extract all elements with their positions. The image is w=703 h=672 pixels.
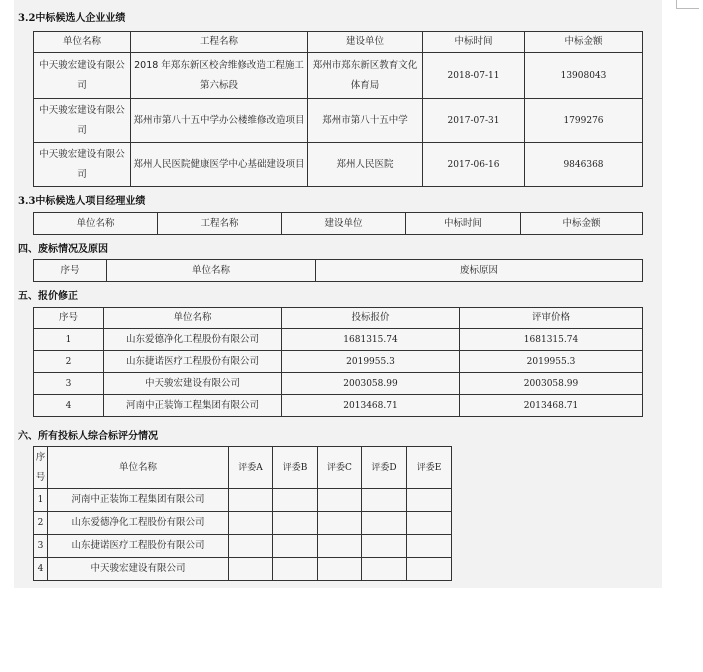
header-cell: 评委A	[229, 447, 273, 489]
score-cell	[407, 489, 452, 512]
review-price-cell: 1681315.74	[460, 329, 643, 351]
header-cell: 评委C	[318, 447, 362, 489]
amount-cell: 9846368	[525, 143, 643, 187]
table-row	[34, 143, 643, 187]
table-row	[34, 395, 643, 417]
score-cell	[362, 512, 407, 535]
header-cell: 序号	[34, 260, 107, 282]
index-cell: 2	[34, 512, 48, 535]
page-corner-mark	[676, 0, 699, 9]
score-cell	[407, 535, 452, 558]
table-header-row	[34, 447, 452, 489]
score-cell	[318, 535, 362, 558]
score-cell	[362, 489, 407, 512]
score-cell	[273, 535, 318, 558]
table-header-row	[34, 32, 643, 53]
index-cell: 1	[34, 489, 48, 512]
section-6-title: 六、所有投标人综合标评分情况	[18, 431, 158, 442]
company-cell: 山东爱德净化工程股份有限公司	[104, 329, 282, 351]
company-cell: 河南中正装饰工程集团有限公司	[48, 489, 229, 512]
manager-performance-table	[33, 212, 643, 235]
score-cell	[229, 558, 273, 581]
header-cell: 单位名称	[107, 260, 316, 282]
header-cell: 中标时间	[423, 32, 525, 53]
section-3-2-title: 3.2中标候选人企业业绩	[18, 13, 126, 24]
table-row	[34, 329, 643, 351]
index-cell: 3	[34, 535, 48, 558]
project-cell: 郑州市第八十五中学办公楼维修改造项目	[131, 99, 308, 143]
section-5-title: 五、报价修正	[18, 291, 78, 302]
header-cell: 工程名称	[158, 213, 282, 235]
company-cell: 中天骏宏建设有限公司	[34, 99, 131, 143]
table-row	[34, 489, 452, 512]
table-row	[34, 558, 452, 581]
header-cell: 建设单位	[282, 213, 406, 235]
header-cell: 评审价格	[460, 308, 643, 329]
bid-price-cell: 2019955.3	[282, 351, 460, 373]
section-4-title: 四、废标情况及原因	[18, 244, 108, 255]
header-cell: 评委D	[362, 447, 407, 489]
table-row	[34, 99, 643, 143]
company-cell: 中天骏宏建设有限公司	[34, 143, 131, 187]
header-cell: 中标时间	[406, 213, 521, 235]
company-cell: 中天骏宏建设有限公司	[48, 558, 229, 581]
header-cell: 废标原因	[316, 260, 643, 282]
header-cell: 中标金额	[525, 32, 643, 53]
owner-cell: 郑州人民医院	[308, 143, 423, 187]
header-cell: 单位名称	[34, 213, 158, 235]
date-cell: 2017-07-31	[423, 99, 525, 143]
enterprise-performance-table	[33, 31, 643, 187]
score-cell	[273, 512, 318, 535]
header-cell: 建设单位	[308, 32, 423, 53]
company-cell: 河南中正装饰工程集团有限公司	[104, 395, 282, 417]
date-cell: 2017-06-16	[423, 143, 525, 187]
score-cell	[362, 535, 407, 558]
company-cell: 中天骏宏建设有限公司	[104, 373, 282, 395]
bid-price-cell: 2003058.99	[282, 373, 460, 395]
score-cell	[229, 489, 273, 512]
company-cell: 中天骏宏建设有限公司	[34, 53, 131, 99]
index-cell: 2	[34, 351, 104, 373]
company-cell: 山东捷诺医疗工程股份有限公司	[48, 535, 229, 558]
header-cell: 单位名称	[48, 447, 229, 489]
review-price-cell: 2019955.3	[460, 351, 643, 373]
company-cell: 山东爱德净化工程股份有限公司	[48, 512, 229, 535]
index-cell: 4	[34, 395, 104, 417]
date-cell: 2018-07-11	[423, 53, 525, 99]
table-header-row	[34, 260, 643, 282]
header-cell: 评委E	[407, 447, 452, 489]
project-cell: 郑州人民医院健康医学中心基础建设项目	[131, 143, 308, 187]
table-row	[34, 53, 643, 99]
header-cell: 序号	[34, 308, 104, 329]
header-cell: 投标报价	[282, 308, 460, 329]
score-cell	[318, 512, 362, 535]
section-3-3-title: 3.3中标候选人项目经理业绩	[18, 196, 146, 207]
amount-cell: 13908043	[525, 53, 643, 99]
owner-cell: 郑州市第八十五中学	[308, 99, 423, 143]
header-cell: 工程名称	[131, 32, 308, 53]
bid-price-cell: 1681315.74	[282, 329, 460, 351]
score-cell	[273, 558, 318, 581]
header-cell: 序号	[34, 447, 48, 489]
index-cell: 3	[34, 373, 104, 395]
review-price-cell: 2003058.99	[460, 373, 643, 395]
bid-price-cell: 2013468.71	[282, 395, 460, 417]
review-price-cell: 2013468.71	[460, 395, 643, 417]
table-row	[34, 373, 643, 395]
table-header-row	[34, 308, 643, 329]
score-cell	[318, 558, 362, 581]
index-cell: 4	[34, 558, 48, 581]
scoring-table	[33, 446, 452, 581]
header-cell: 评委B	[273, 447, 318, 489]
table-row	[34, 535, 452, 558]
price-correction-table	[33, 307, 643, 417]
company-cell: 山东捷诺医疗工程股份有限公司	[104, 351, 282, 373]
invalid-bid-table	[33, 259, 643, 282]
table-row	[34, 512, 452, 535]
score-cell	[229, 535, 273, 558]
project-cell: 2018 年郑东新区校舍维修改造工程施工第六标段	[131, 53, 308, 99]
score-cell	[362, 558, 407, 581]
header-cell: 中标金额	[521, 213, 643, 235]
score-cell	[407, 558, 452, 581]
score-cell	[273, 489, 318, 512]
header-cell: 单位名称	[34, 32, 131, 53]
amount-cell: 1799276	[525, 99, 643, 143]
score-cell	[318, 489, 362, 512]
score-cell	[407, 512, 452, 535]
index-cell: 1	[34, 329, 104, 351]
owner-cell: 郑州市郑东新区教育文化体育局	[308, 53, 423, 99]
score-cell	[229, 512, 273, 535]
table-header-row	[34, 213, 643, 235]
header-cell: 单位名称	[104, 308, 282, 329]
table-row	[34, 351, 643, 373]
